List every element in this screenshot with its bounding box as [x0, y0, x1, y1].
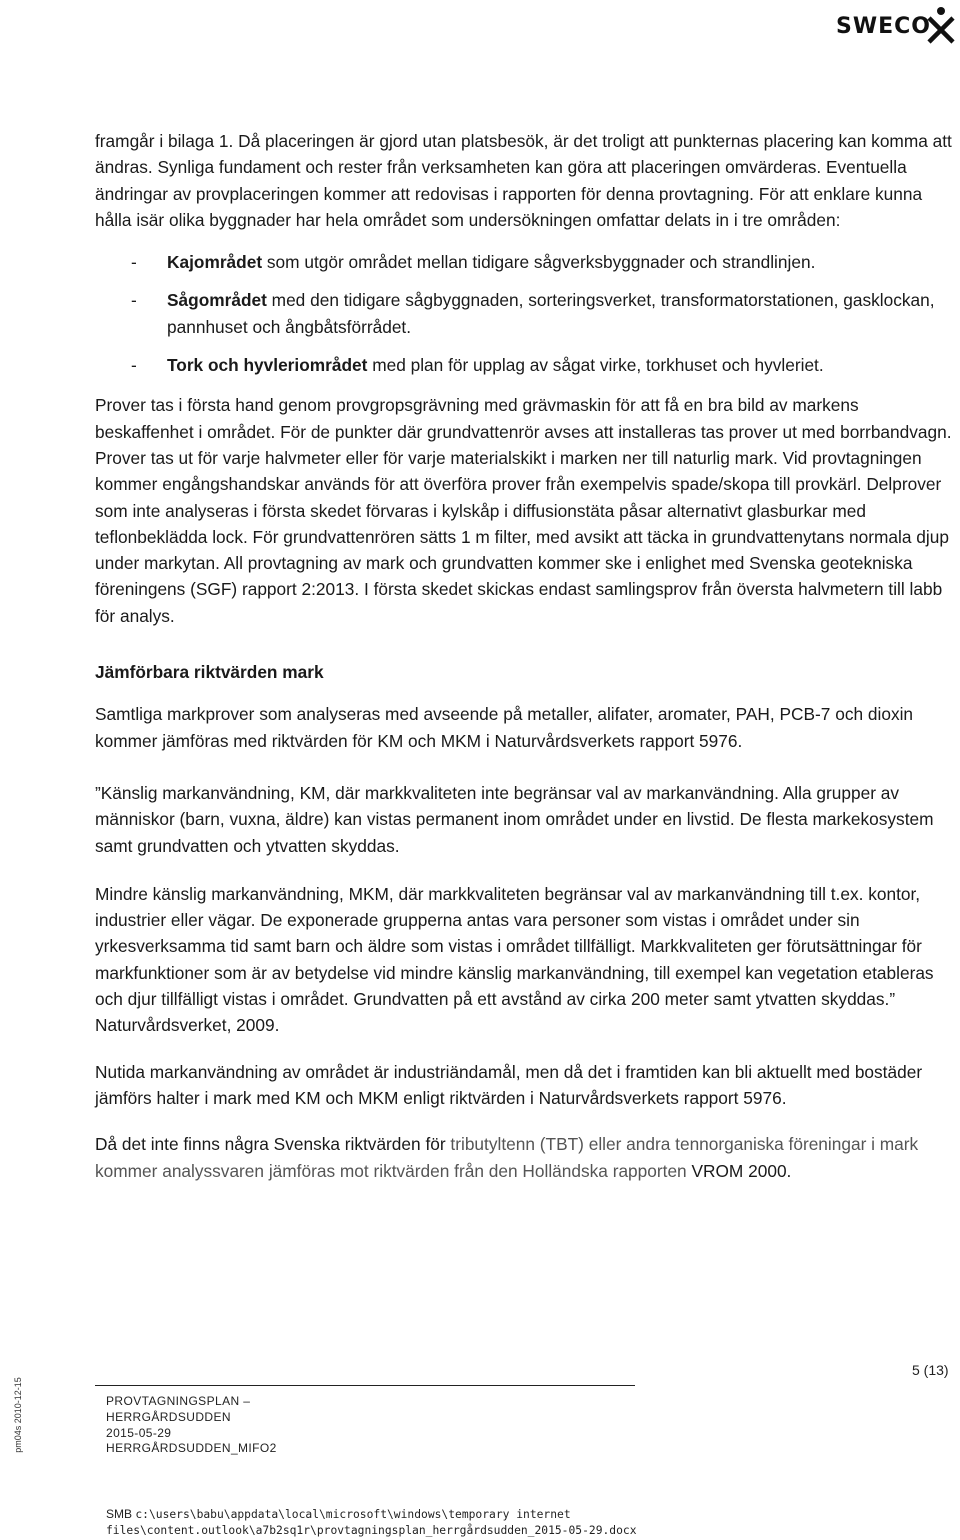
area-list: [95, 249, 957, 378]
path-line-2: files\content.outlook\a7b2sq1r\provtagningsplan_herrgårdsudden_2015-05-29.docx: [106, 1523, 637, 1537]
sweco-x-figure-icon: [925, 4, 957, 44]
quote-km-paragraph: ”Känslig markanvändning, KM, där markkvaliteten inte begränsar val av markanvändning. Alla grupper av människor (barn, vuxna, äldre) kan vistas permanent inom området under en livstid. De flesta markekosystem samt grundvatten och ytvatten skyddas.: [95, 782, 934, 856]
sampling-paragraph: Prover tas i första hand genom provgropsgrävning med grävmaskin för att få en bra bild av markens beskaffenhet i området. För de punkter där grundvattenrör avses att installeras tas prover ut med borrbandvagn. Prover tas ut för varje halvmeter eller för varje materialskikt i marken ner till naturlig mark. Vid provtagningen kommer engångshandskar används för att överföra prover från exempelvis spade/skopa till provkärl. Delprover som inte analyseras i första skedet förvaras i kylskåp i diffusionstäta påsar alternativt glasburkar med teflonbeklädda lock. För grundvattenrören sätts 1 m filter, med avsikt att täcka in grundvattenytans normala djup under markytan. All provtagning av mark och grundvatten kommer ske i enlighet med Svenska geotekniska föreningens (SGF) rapport 2:2013. I första skedet skickas endast samlingsprov från översta halvmetern till labb för analys.: [95, 395, 952, 626]
footer-line-project: HERRGÅRDSUDDEN: [106, 1409, 231, 1424]
footer-line-title: PROVTAGNINGSPLAN –: [106, 1394, 251, 1408]
list-item: - Tork och hyvleriområdet med plan för upplag av sågat virke, torkhuset och hyvleriet.: [131, 355, 824, 376]
footer-line-docid: HERRGÅRDSUDDEN_MIFO2: [106, 1441, 277, 1456]
quote-mkm-paragraph: Mindre känslig markanvändning, MKM, där markkvaliteten begränsar val av markanvändning till t.ex. kontor, industrier eller vägar. De exponerade grupperna antas vara personer som vistas i området under sin yrkesverksamma tid samt barn och äldre som vistas i området tillfälligt. Markkvaliteten ger förutsättningar för markfunktioner som är av betydelse vid mindre känslig markanvändning, till exempel kan vegetation etableras och djur tillfälligt vistas i området. Grundvatten på ett avstånd av cirka 200 meter samt ytvatten skyddas.” Naturvårdsverket, 2009.: [95, 883, 934, 1036]
document-body: [95, 128, 957, 1184]
footer-document-info: [106, 1394, 277, 1457]
sweco-logo: [833, 4, 957, 44]
current-use-paragraph: Nutida markanvändning av området är industriändamål, men då det i framtiden kan bli aktuellt med bostäder jämförs halter i mark med KM och MKM enligt riktvärden i Naturvårdsverkets rapport 5976.: [95, 1061, 923, 1108]
file-path: [106, 1507, 637, 1538]
page-number: 5 (13): [912, 1362, 949, 1378]
template-code: pm04s 2010-12-15: [13, 1377, 23, 1453]
list-item: - Kajområdet som utgör området mellan tidigare sågverksbyggnader och strandlinjen.: [131, 252, 816, 273]
logo-text: SWECO: [836, 14, 931, 39]
intro-paragraph: framgår i bilaga 1. Då placeringen är gjord utan platsbesök, är det troligt att punkternas placering kan komma att ändras. Synliga fundament och rester från verksamheten kan göra att placeringen omvärderas. Eventuella ändringar av provplaceringen kommer att redovisas i rapporten för denna provtagning. För att enklare kunna hålla isär olika byggnader har hela området som undersökningen omfattar delats in i tre områden:: [95, 131, 952, 230]
footer-divider: [95, 1385, 635, 1386]
area-name: Kajområdet: [167, 252, 263, 273]
list-item: - Sågområdet med den tidigare sågbyggnaden, sorteringsverket, transformatorstationen, gasklockan, pannhuset och ångbåtsförrådet.: [131, 290, 935, 337]
tbt-paragraph: Då det inte finns några Svenska riktvärden för tributyltenn (TBT) eller andra tennorganiska föreningar i mark kommer analyssvaren jämföras mot riktvärden från den Holländska rapporten VROM 2000.: [95, 1134, 919, 1181]
footer-line-date: 2015-05-29: [106, 1425, 172, 1440]
path-line-1: c:\users\babu\appdata\local\microsoft\windows\temporary internet: [135, 1508, 571, 1521]
area-name: Tork och hyvleriområdet: [167, 355, 368, 376]
compare-paragraph: Samtliga markprover som analyseras med avseende på metaller, alifater, aromater, PAH, PCB-7 och dioxin kommer jämföras med riktvärden för KM och MKM i Naturvårdsverkets rapport 5976.: [95, 704, 914, 751]
area-name: Sågområdet: [167, 290, 267, 311]
path-prefix: SMB: [106, 1507, 133, 1521]
section-heading: Jämförbara riktvärden mark: [95, 662, 324, 683]
